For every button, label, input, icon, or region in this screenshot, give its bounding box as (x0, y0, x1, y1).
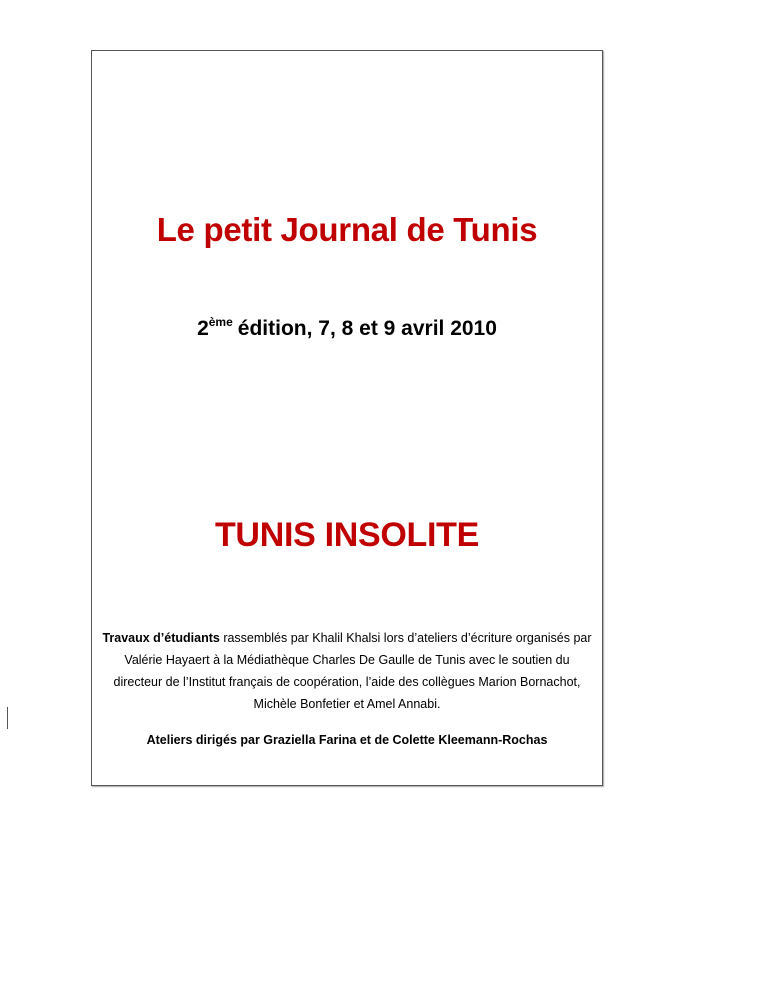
edition-number: 2 (197, 317, 209, 340)
edition-line (92, 315, 602, 341)
edition-superscript: ème (208, 315, 233, 329)
text-cursor (7, 707, 8, 729)
cover-frame (91, 50, 603, 786)
directors-line: Ateliers dirigés par Graziella Farina et de Colette Kleemann-Rochas (146, 733, 548, 747)
edition-text: édition, 7, 8 et 9 avril 2010 (237, 317, 497, 340)
credits-body: rassemblés par Khalil Khalsi lors d’ateliers d’écriture organisés par Valérie Hayaert à la Médiathèque Charles De Gaulle de Tunis avec le soutien du directeur de l’Institut français de coopération, l’aide des collègues Marion Bornachot, Michèle Bonfetier et Amel Annabi. (113, 631, 592, 711)
credits-paragraph (102, 627, 592, 715)
journal-title: Le petit Journal de Tunis (156, 211, 538, 248)
headline: TUNIS INSOLITE (214, 516, 480, 554)
credits-lead: Travaux d’étudiants (102, 631, 220, 645)
